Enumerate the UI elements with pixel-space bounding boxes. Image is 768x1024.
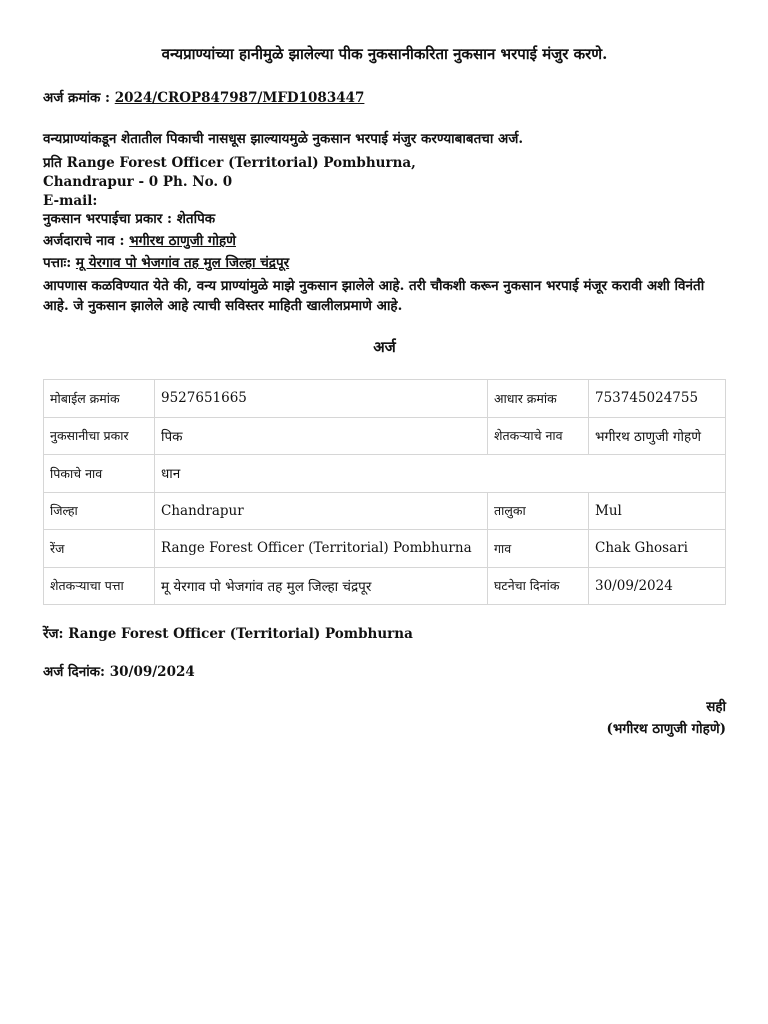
table-cell-value: Chandrapur xyxy=(155,492,488,530)
table-row xyxy=(44,455,726,493)
compensation-type-label: नुकसान भरपाईचा प्रकार : xyxy=(43,211,173,227)
application-date-line xyxy=(43,662,195,680)
application-number-line xyxy=(43,89,364,108)
signature-name: (भगीरथ ठाणुजी गोहणे) xyxy=(606,721,726,737)
applicant-name-line xyxy=(43,232,236,251)
range-label: रेंज: xyxy=(43,626,64,642)
applicant-address-line xyxy=(43,254,289,273)
range-line xyxy=(43,624,413,642)
application-number-value: 2024/CROP847987/MFD1083447 xyxy=(114,90,365,106)
table-cell-label: घटनेचा दिनांक xyxy=(488,567,589,605)
table-cell-label: तालुका xyxy=(488,492,589,530)
application-details-table xyxy=(43,379,726,605)
request-paragraph: आपणास कळविण्यात येते की, वन्य प्राण्यांमुळे माझे नुकसान झालेले आहे. तरी चौकशी करून नुकसान भरपाई मंजूर करावी अशी विनंती आहे. जे नुकसान झालेले आहे त्याची सविस्तर माहिती खालीलप्रमाणे आहे. xyxy=(43,278,705,314)
range-value: Range Forest Officer (Territorial) Pombhurna xyxy=(68,626,413,642)
table-cell-value: 30/09/2024 xyxy=(589,567,726,605)
applicant-address-value: मू येरगाव पो भेजगांव तह मुल जिल्हा चंद्रपूर xyxy=(75,255,290,271)
table-cell-value: मू येरगाव पो भेजगांव तह मुल जिल्हा चंद्रपूर xyxy=(155,567,488,605)
table-cell-label: रेंज xyxy=(44,530,155,568)
table-row xyxy=(44,492,726,530)
recipient-line: प्रति Range Forest Officer (Territorial) Pombhurna, xyxy=(43,155,416,171)
application-number-label: अर्ज क्रमांक : xyxy=(43,90,111,106)
document-title: वन्यप्राण्यांच्या हानीमुळे झालेल्या पीक नुकसानीकरिता नुकसान भरपाई मंजुर करणे. xyxy=(161,45,608,63)
application-date-value: 30/09/2024 xyxy=(109,664,195,680)
applicant-name-label: अर्जदाराचे नाव : xyxy=(43,233,125,249)
section-heading: अर्ज xyxy=(373,338,396,356)
table-cell-label: शेतकऱ्याचे नाव xyxy=(488,417,589,455)
recipient-address-line: Chandrapur - 0 Ph. No. 0 xyxy=(43,174,233,190)
subject-line: वन्यप्राण्यांकडून शेतातील पिकाची नासधूस झाल्यायमुळे नुकसान भरपाई मंजुर करण्याबाबतचा अर्ज. xyxy=(43,131,524,147)
application-date-label: अर्ज दिनांक: xyxy=(43,664,106,680)
email-line: E-mail: xyxy=(43,193,98,209)
compensation-type-line xyxy=(43,210,215,229)
table-cell-value: Range Forest Officer (Territorial) Pombhurna xyxy=(155,530,488,568)
table-cell-value: 9527651665 xyxy=(155,380,488,418)
table-cell-value: Chak Ghosari xyxy=(589,530,726,568)
applicant-address-label: पत्ताः: xyxy=(43,255,72,271)
table-cell-label: पिकाचे नाव xyxy=(44,455,155,493)
applicant-name-value: भगीरथ ठाणुजी गोहणे xyxy=(129,233,236,249)
table-cell-label: शेतकऱ्याचा पत्ता xyxy=(44,567,155,605)
table-cell-value: पिक xyxy=(155,417,488,455)
table-cell-label: जिल्हा xyxy=(44,492,155,530)
table-cell-label: गाव xyxy=(488,530,589,568)
table-row xyxy=(44,417,726,455)
table-cell-label: मोबाईल क्रमांक xyxy=(44,380,155,418)
table-row xyxy=(44,567,726,605)
table-cell-label: नुकसानीचा प्रकार xyxy=(44,417,155,455)
table-cell-value: Mul xyxy=(589,492,726,530)
table-cell-value: धान xyxy=(155,455,726,493)
signature-label: सही xyxy=(706,699,726,715)
table-cell-label: आधार क्रमांक xyxy=(488,380,589,418)
table-row xyxy=(44,380,726,418)
table-row xyxy=(44,530,726,568)
table-cell-value: 753745024755 xyxy=(589,380,726,418)
table-cell-value: भगीरथ ठाणुजी गोहणे xyxy=(589,417,726,455)
compensation-type-value: शेतपिक xyxy=(176,211,216,227)
